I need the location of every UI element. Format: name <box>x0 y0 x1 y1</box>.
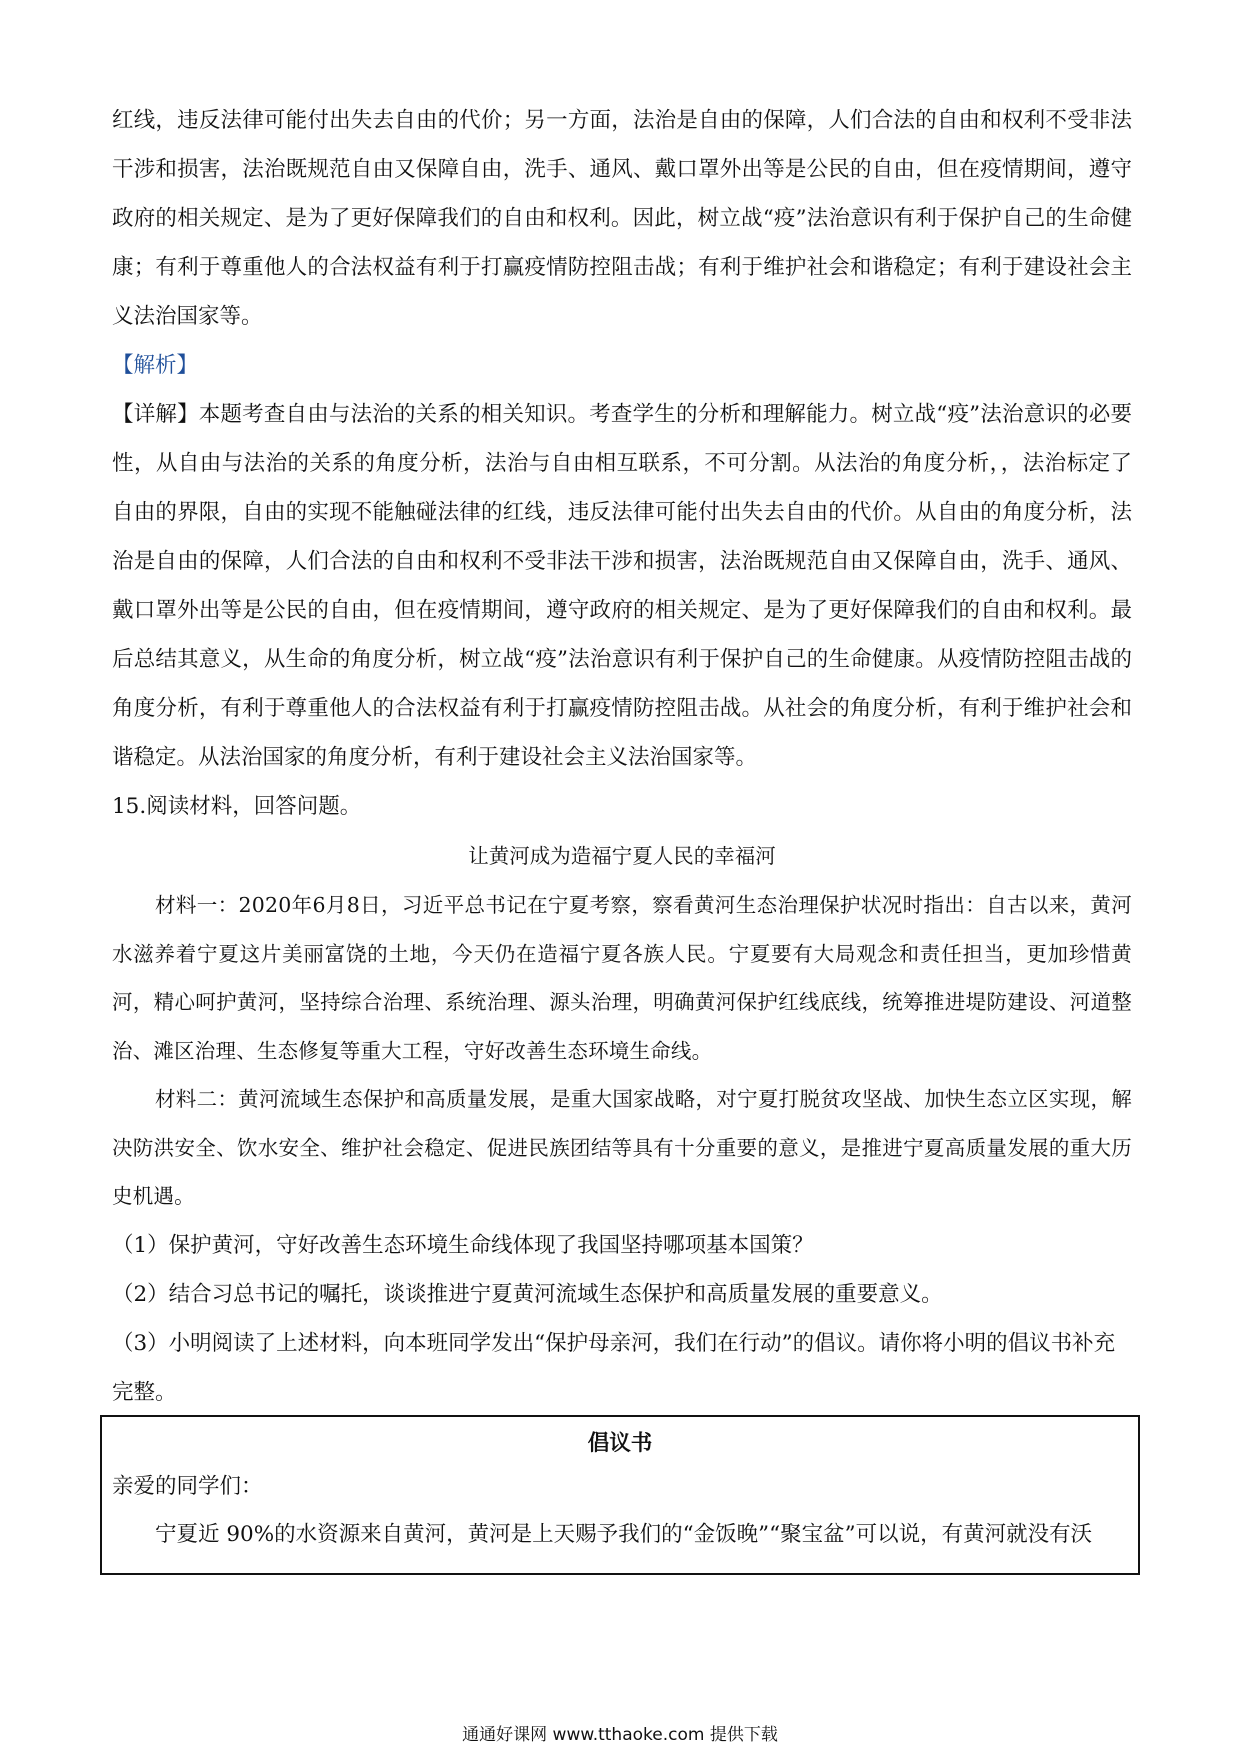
proposal-body: 宁夏近 90%的水资源来自黄河，黄河是上天赐予我们的“金饭晚”“聚宝盆”可以说，有黄河就没有沃 <box>155 1522 1093 1547</box>
proposal-box <box>100 1415 1140 1575</box>
question-1: （1）保护黄河，守好改善生态环境生命线体现了我国坚持哪项基本国策？ <box>112 1232 814 1258</box>
detail-text: 本题考查自由与法治的关系的相关知识。考查学生的分析和理解能力。树立战“疫”法治意识的必要性，从自由与法治的关系的角度分析，法治与自由相互联系，不可分割。从法治的角度分析，，法治标定了自由的界限，自由的实现不能触碰法律的红线，违反法律可能付出失去自由的代价。从自由的角度分析，法治是自由的保障，人们合法的自由和权利不受非法干涉和损害，法治既规范自由又保障自由，洗手、通风、戴口罩外出等是公民的自由，但在疫情期间，遵守政府的相关规定、是为了更好保障我们的自由和权利。最后总结其意义，从生命的角度分析，树立战“疫”法治意识有利于保护自己的生命健康。从疫情防控阻击战的角度分析，有利于尊重他人的合法权益有利于打赢疫情防控阻击战。从社会的角度分析，有利于维护社会和谐稳定。从法治国家的角度分析，有利于建设社会主义法治国家等。 <box>112 402 1132 770</box>
proposal-title: 倡议书 <box>587 1431 653 1456</box>
material-two: 材料二：黄河流域生态保护和高质量发展，是重大国家战略，对宁夏打脱贫攻坚战、加快生态立区实现，解决防洪安全、饮水安全、维护社会稳定、促进民族团结等具有十分重要的意义，是推进宁夏高质量发展的重大历史机遇。 <box>112 1087 1132 1208</box>
question-2: （2）结合习总书记的嘱托，谈谈推进宁夏黄河流域生态保护和高质量发展的重要意义。 <box>112 1281 943 1307</box>
proposal-greeting: 亲爱的同学们： <box>112 1474 263 1499</box>
detail-label: 【详解】 <box>112 402 199 427</box>
document-body <box>112 96 1132 1417</box>
material-title: 让黄河成为造福宁夏人民的幸福河 <box>468 844 776 868</box>
question-intro: 15.阅读材料，回答问题。 <box>112 794 362 819</box>
analysis-label: 【解析】 <box>112 353 199 378</box>
page-footer: 通通好课网 www.tthaoke.com 提供下载 <box>462 1725 778 1745</box>
detail-paragraph <box>112 390 1132 782</box>
question-3: （3）小明阅读了上述材料，向本班同学发出“保护母亲河，我们在行动”的倡议。请你将小明的倡议书补充完整。 <box>112 1330 1116 1405</box>
answer-paragraph: 红线，违反法律可能付出失去自由的代价；另一方面，法治是自由的保障，人们合法的自由和权利不受非法干涉和损害，法治既规范自由又保障自由，洗手、通风、戴口罩外出等是公民的自由，但在疫情期间，遵守政府的相关规定、是为了更好保障我们的自由和权利。因此，树立战“疫”法治意识有利于保护自己的生命健康；有利于尊重他人的合法权益有利于打赢疫情防控阻击战；有利于维护社会和谐稳定；有利于建设社会主义法治国家等。 <box>112 108 1132 329</box>
material-one: 材料一：2020年6月8日，习近平总书记在宁夏考察，察看黄河生态治理保护状况时指出：自古以来，黄河水滋养着宁夏这片美丽富饶的土地，今天仍在造福宁夏各族人民。宁夏要有大局观念和责任担当，更加珍惜黄河，精心呵护黄河，坚持综合治理、系统治理、源头治理，明确黄河保护红线底线，统筹推进堤防建设、河道整治、滩区治理、生态修复等重大工程，守好改善生态环境生命线。 <box>112 893 1132 1063</box>
